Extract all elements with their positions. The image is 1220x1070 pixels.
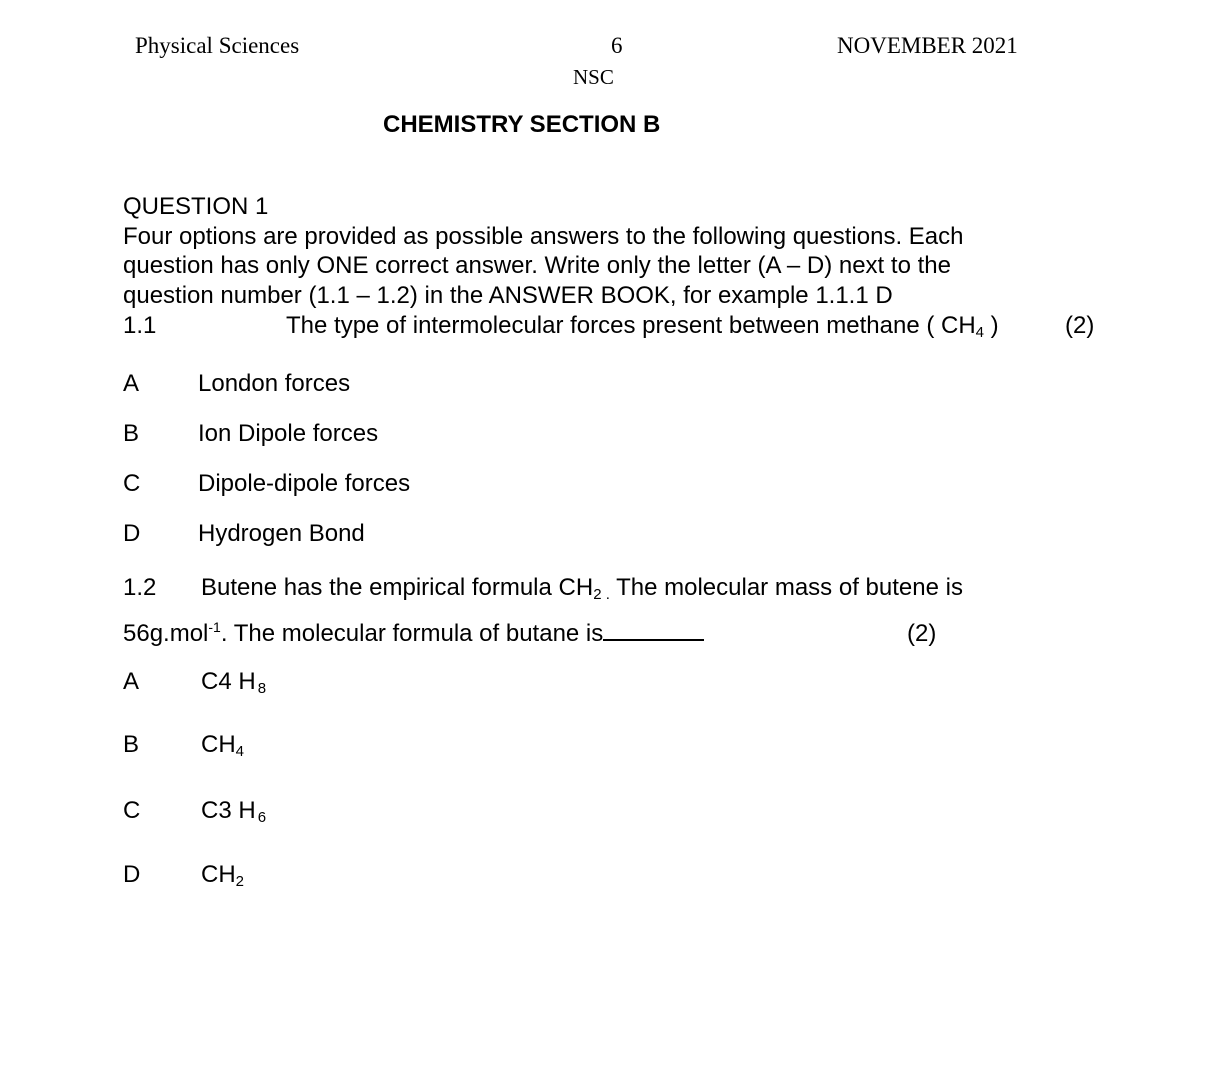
question-1-2-line-1 (201, 573, 963, 603)
question-1-1-number: 1.1 (123, 312, 157, 339)
question-title: QUESTION 1 (123, 193, 269, 220)
question-1-2-superscript: -1 (208, 619, 221, 635)
question-1-1-stem: The type of intermolecular forces present between methane ( CH (286, 312, 976, 339)
formula-main: CH (201, 861, 236, 888)
option-1-1-b-letter: B (123, 420, 140, 447)
option-1-2-b-letter: B (123, 731, 140, 758)
question-1-1-stem-end: ) (984, 312, 999, 339)
question-1-2-line-2 (123, 619, 704, 649)
question-1-2-unit: 56g.mol (123, 620, 209, 647)
question-1-1-marks: (2) (1065, 312, 1095, 339)
question-1-2-number: 1.2 (123, 574, 157, 601)
header-date: NOVEMBER 2021 (837, 33, 1018, 58)
instructions-line-2: question has only ONE correct answer. Write only the letter (A – D) next to the (123, 252, 951, 279)
question-1-2-marks: (2) (907, 620, 937, 647)
question-1-1-text (286, 311, 999, 341)
formula-subscript: 4 (235, 743, 245, 760)
option-1-2-a-letter: A (123, 668, 140, 695)
formula-main: CH (201, 731, 236, 758)
option-1-1-b-text: Ion Dipole forces (198, 420, 379, 447)
answer-blank (603, 619, 704, 641)
formula-subscript: 8 (257, 680, 267, 697)
question-1-2-stem-a: Butene has the empirical formula CH (201, 574, 594, 601)
header-page-number: 6 (611, 33, 623, 58)
instructions-line-3: question number (1.1 – 1.2) in the ANSWER BOOK, for example 1.1.1 D (123, 282, 893, 309)
option-1-2-c-formula (201, 796, 266, 826)
formula-subscript: 6 (257, 809, 267, 826)
option-1-1-c-text: Dipole-dipole forces (198, 470, 411, 497)
option-1-2-d-letter: D (123, 861, 141, 888)
instructions-line-1: Four options are provided as possible answers to the following questions. Each (123, 223, 964, 250)
section-title: CHEMISTRY SECTION B (383, 111, 661, 138)
formula-main: C3 H (201, 797, 256, 824)
formula-subscript: 2 (235, 873, 245, 890)
option-1-1-c-letter: C (123, 470, 141, 497)
option-1-1-a-text: London forces (198, 370, 351, 397)
question-1-2-subscript: 2 . (593, 586, 610, 603)
question-1-1-subscript: 4 (975, 324, 985, 341)
option-1-2-c-letter: C (123, 797, 141, 824)
header-exam: NSC (573, 65, 614, 89)
question-1-2-stem-b: The molecular mass of butene is (609, 574, 963, 601)
option-1-1-d-letter: D (123, 520, 141, 547)
option-1-2-a-formula (201, 667, 266, 697)
option-1-2-b-formula (201, 730, 244, 760)
question-1-2-stem-c: . The molecular formula of butane is (220, 620, 604, 647)
option-1-1-a-letter: A (123, 370, 140, 397)
formula-main: C4 H (201, 668, 256, 695)
option-1-1-d-text: Hydrogen Bond (198, 520, 365, 547)
header-subject: Physical Sciences (135, 33, 300, 58)
option-1-2-d-formula (201, 860, 244, 890)
